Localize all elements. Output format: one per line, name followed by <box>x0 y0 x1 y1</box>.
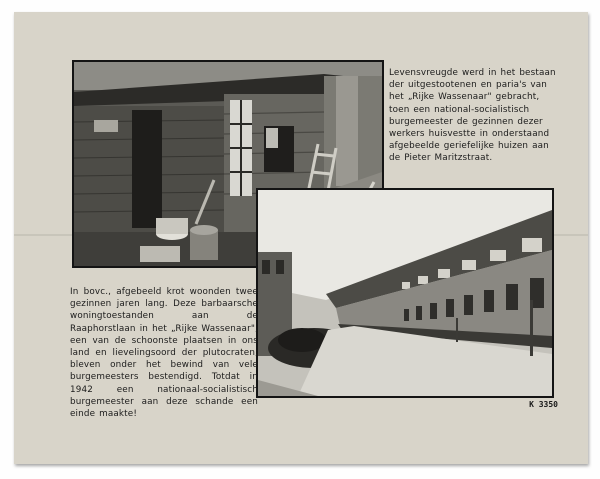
new-houses-photo <box>256 188 554 398</box>
leaflet-sheet <box>14 12 588 464</box>
caption-new-houses: Levensvreugde werd in het bestaan der uitgestootenen en paria's van het „Rijke Wassenaar" gebracht, toen een national-socialistisch burgemeester de gezinnen dezer werkers huisvestte in onderstaand afgebeelde geriefelijke huizen aan de Pieter Maritzstraat. <box>389 68 556 164</box>
caption-shack: In bovc., afgebeeld krot woonden twee gezinnen jaren lang. Deze barbaarsche woningtoestanden aan de Raaphorstlaan in het „Rijke Wassenaar", een van de schoonste plaatsen in ons land en lievelingsoord der plutocraten, bleven onder het bewind van vele burgemeesters bestendigd. Totdat in 1942 een nationaal-socialistisch burgemeester aan deze schande een einde maakte! <box>70 287 258 420</box>
leaflet-code: K 3350 <box>529 400 558 409</box>
